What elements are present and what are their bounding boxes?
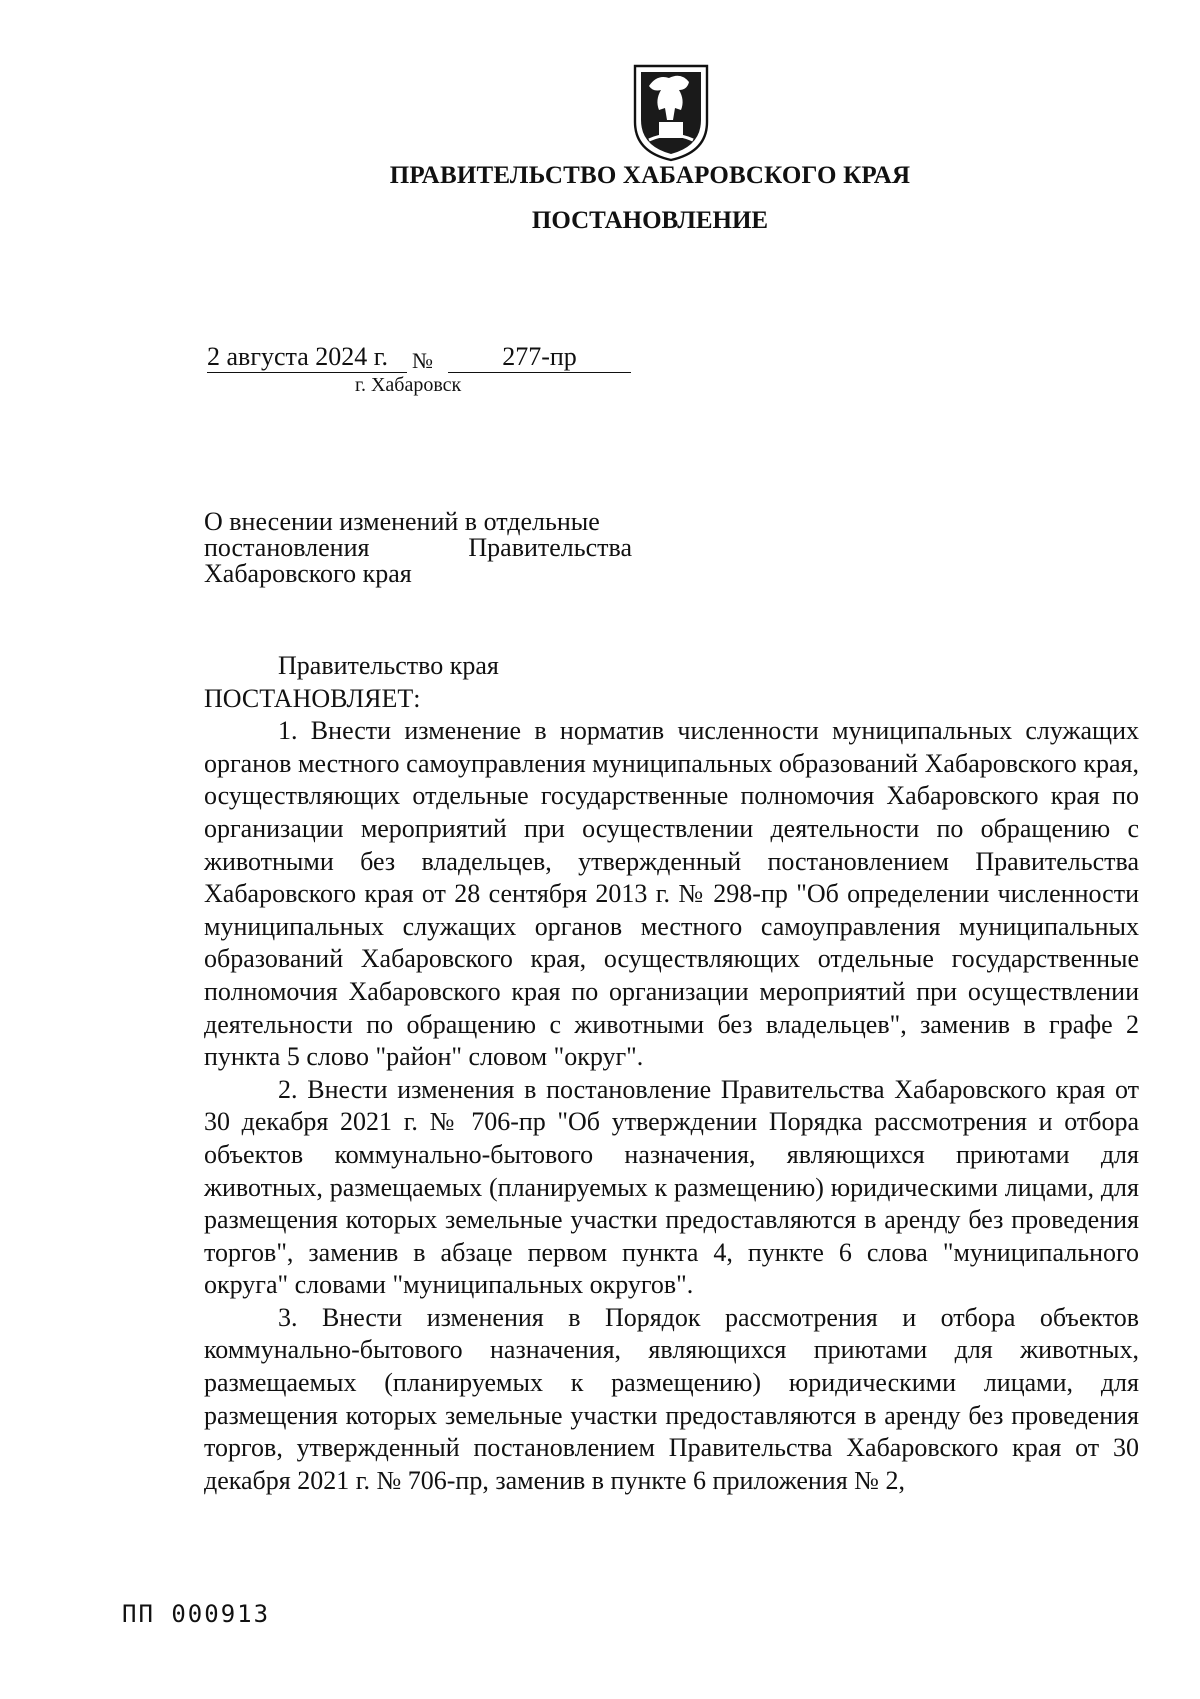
document-number: 277-пр <box>448 342 631 373</box>
serial-number: ПП 000913 <box>122 1600 271 1628</box>
subject-line-3 <box>204 561 632 587</box>
resolves-line: ПОСТАНОВЛЯЕТ: <box>204 683 421 713</box>
subject-line-2 <box>204 535 632 561</box>
subject-line-1-text: О внесении изменений в отдельные <box>204 507 600 536</box>
coat-of-arms-icon <box>629 60 713 164</box>
subject-line-3-text: Хабаровского края <box>204 559 412 588</box>
document-subject <box>204 509 632 587</box>
document-date: 2 августа 2024 г. <box>207 342 407 373</box>
subject-line-1 <box>204 509 632 535</box>
paragraph-3: 3. Внести изменения в Порядок рассмотрения и отбора объектов коммунально-бытового назначения, являющихся приютами для животных, размещаемых (планируемых к размещению) юридическими лицами, для размещения которых земельные участки предоставляются в аренду без проведения торгов, утвержденный постановлением Правительства Хабаровского края от 30 декабря 2021 г. № 706-пр, заменив в пункте 6 приложения № 2, <box>204 1302 1139 1495</box>
document-body <box>204 650 1139 1497</box>
document-type: ПОСТАНОВЛЕНИЕ <box>531 207 769 234</box>
government-line: Правительство края <box>278 651 499 680</box>
number-sign: № <box>412 348 433 373</box>
paragraph-2: 2. Внести изменения в постановление Правительства Хабаровского края от 30 декабря 2021 г. № 706-пр "Об утверждении Порядка рассмотрения и отбора объектов коммунально-бытового назначения, являющихся приютами для животных, размещаемых (планируемых к размещению) юридическими лицами, для размещения которых земельные участки предоставляются в аренду без проведения торгов", заменив в абзаце первом пункта 4, пункте 6 слова "муниципального округа" словами "муниципальных округов". <box>204 1074 1139 1300</box>
subject-line-2-right: Правительства <box>468 533 632 562</box>
subject-line-2-left: постановления <box>204 533 370 562</box>
organization-name: ПРАВИТЕЛЬСТВО ХАБАРОВСКОГО КРАЯ <box>389 162 911 189</box>
document-city: г. Хабаровск <box>355 374 462 396</box>
paragraph-1: 1. Внести изменение в норматив численности муниципальных служащих органов местного самоуправления муниципальных образований Хабаровского края, осуществляющих отдельные государственные полномочия Хабаровского края по организации мероприятий при осуществлении деятельности по обращению с животными без владельцев, утвержденный постановлением Правительства Хабаровского края от 28 сентября 2013 г. № 298-пр "Об определении численности муниципальных служащих органов местного самоуправления муниципальных образований Хабаровского края, осуществляющих отдельные государственные полномочия Хабаровского края по организации мероприятий при осуществлении деятельности по обращению с животными без владельцев", заменив в графе 2 пункта 5 слово "район" словом "округ". <box>204 716 1139 1072</box>
